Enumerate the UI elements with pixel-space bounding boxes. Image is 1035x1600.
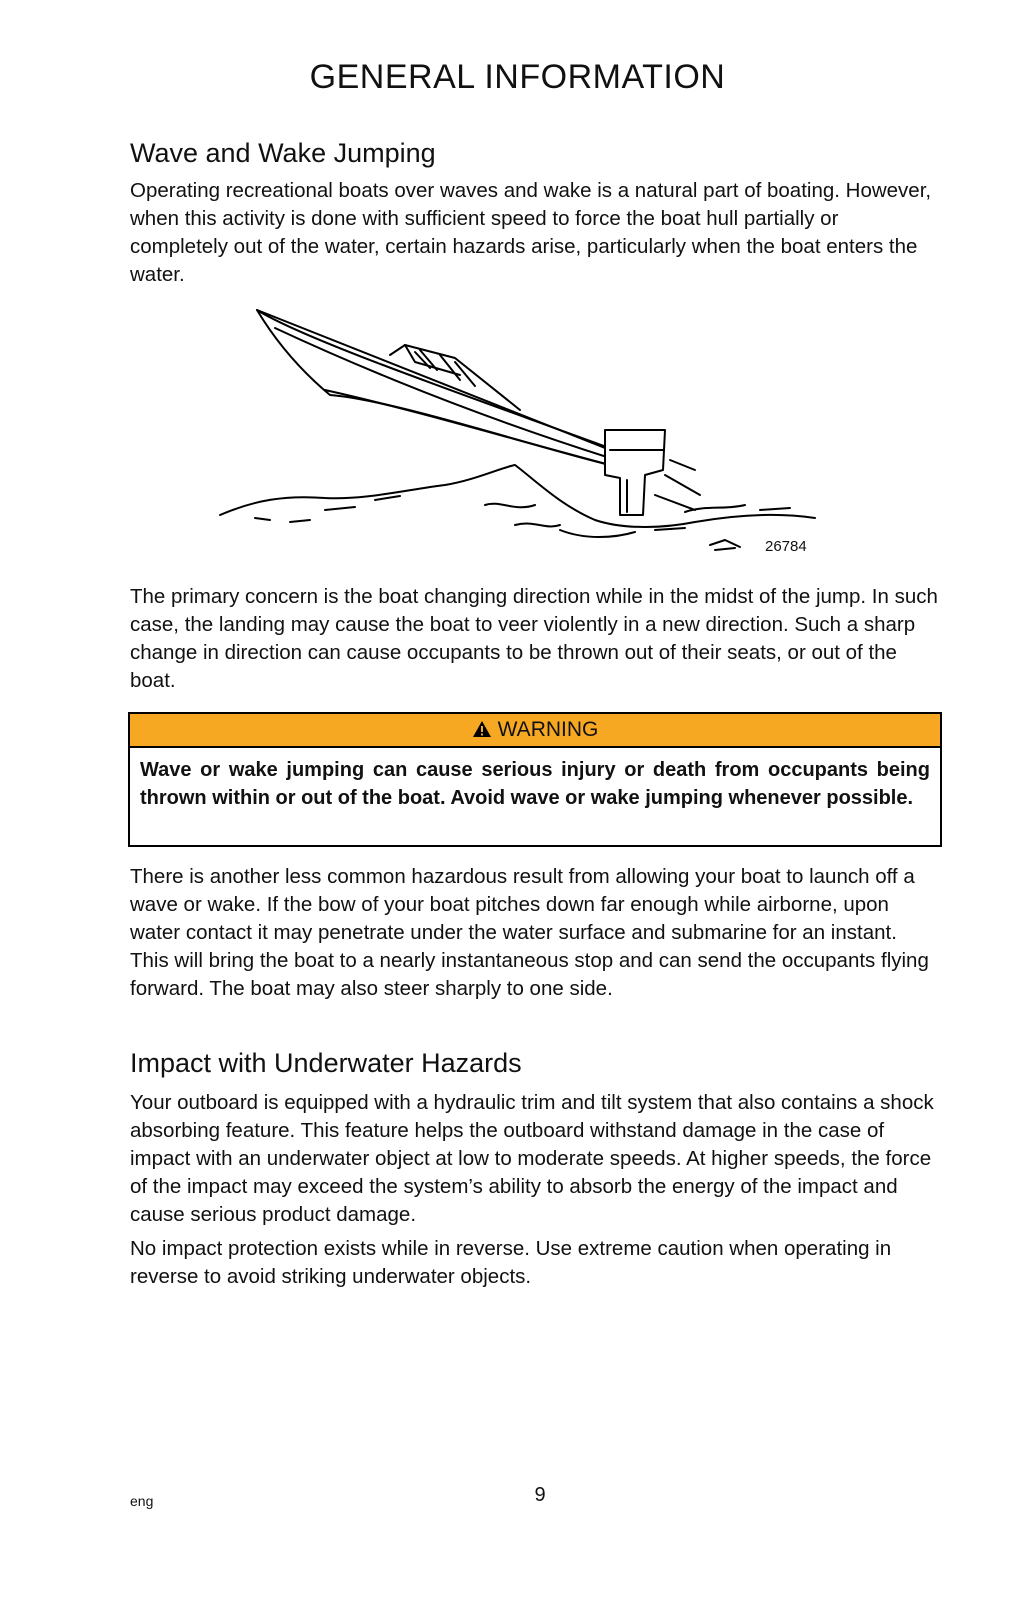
figure-label: 26784 xyxy=(765,538,807,555)
page-number: 9 xyxy=(534,1484,546,1506)
warning-title: WARNING xyxy=(497,718,599,741)
paragraph-intro: Operating recreational boats over waves and wake is a natural part of boating. However, when this activity is done with sufficient speed to force the boat hull partially or completely out of the water, certain hazards arise, particularly when the boat enters the water. xyxy=(130,179,932,286)
warning-header xyxy=(130,714,940,748)
paragraph-submarine-hazard: There is another less common hazardous result from allowing your boat to launch off a wave or wake. If the bow of your boat pitches down far enough while airborne, upon water contact it may penetrate under the water surface and submarine for an instant. This will bring the boat to a nearly instantaneous stop and can send the occupants flying forward. The boat may also steer sharply to one side. xyxy=(130,865,929,1000)
footer-language: eng xyxy=(130,1493,154,1509)
warning-text: Wave or wake jumping can cause serious injury or death from occupants being thrown within or out of the boat. Avoid wave or wake jumping whenever possible. xyxy=(140,759,930,809)
warning-box xyxy=(128,712,942,847)
warning-triangle-icon xyxy=(472,716,492,747)
paragraph-reverse-caution: No impact protection exists while in reverse. Use extreme caution when operating in reverse to avoid striking underwater objects. xyxy=(130,1237,892,1288)
paragraph-shock-absorbing: Your outboard is equipped with a hydraulic trim and tilt system that also contains a shock absorbing feature. This feature helps the outboard withstand damage in the case of impact with an underwater object at low to moderate speeds. At higher speeds, the force of the impact may exceed the system’s ability to absorb the energy of the impact and cause serious product damage. xyxy=(130,1091,934,1226)
section-heading-wave-jumping: Wave and Wake Jumping xyxy=(130,138,436,168)
section-heading-underwater-hazards: Impact with Underwater Hazards xyxy=(130,1048,522,1078)
boat-jumping-illustration xyxy=(215,300,825,570)
page-title: GENERAL INFORMATION xyxy=(309,58,726,96)
paragraph-primary-concern: The primary concern is the boat changing direction while in the midst of the jump. In such case, the landing may cause the boat to veer violently in a new direction. Such a sharp change in direction can cause occupants to be thrown out of their seats, or out of the boat. xyxy=(130,585,938,692)
